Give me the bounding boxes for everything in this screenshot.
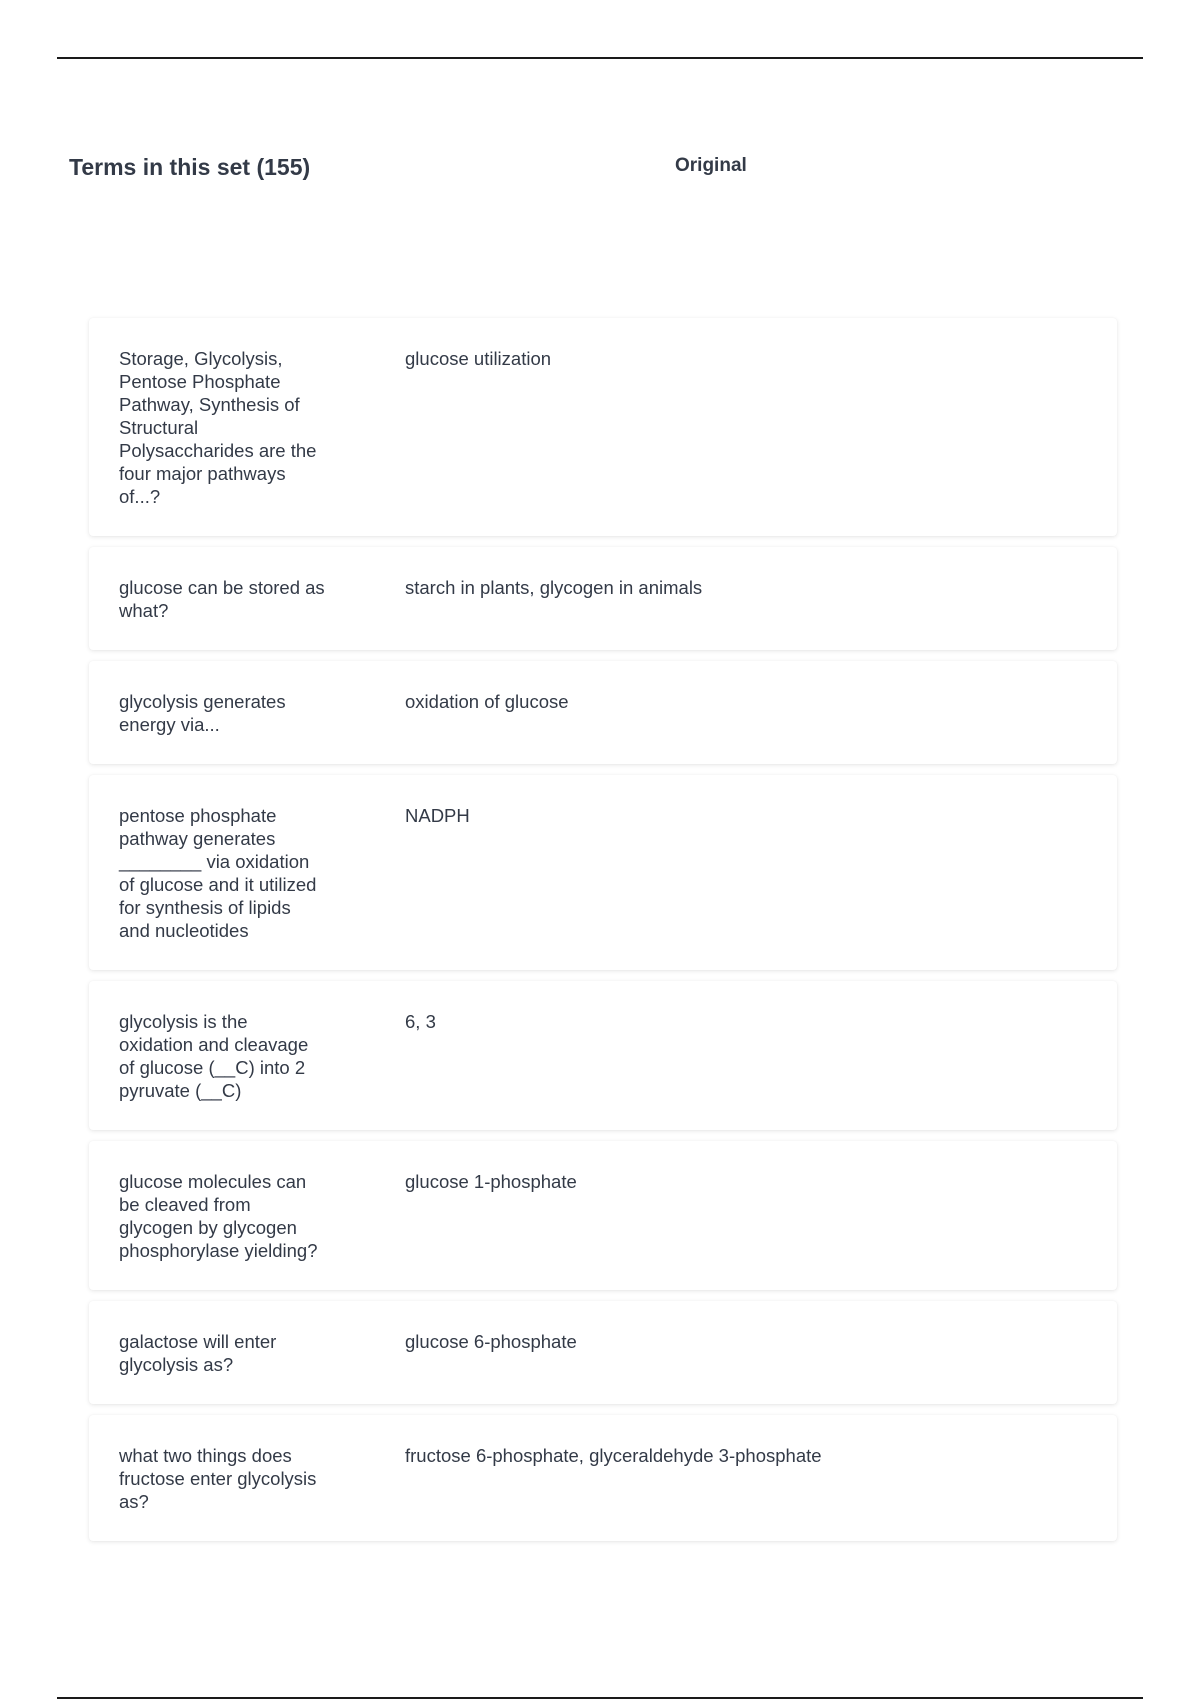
- term-text: glycolysis is the oxidation and cleavage of glucose (__C) into 2 pyruvate (__C): [119, 1011, 309, 1101]
- definition-text: NADPH: [405, 805, 470, 826]
- term-text: glucose molecules can be cleaved from glycogen by glycogen phosphorylase yielding?: [119, 1171, 318, 1261]
- term-text: glycolysis generates energy via...: [119, 691, 286, 735]
- bottom-divider: [57, 1697, 1143, 1699]
- term-list: [89, 318, 1117, 1552]
- term-card: [89, 547, 1117, 650]
- definition-text: glucose utilization: [405, 348, 552, 369]
- term-card: [89, 318, 1117, 536]
- definition-text: oxidation of glucose: [405, 691, 569, 712]
- term-card: [89, 775, 1117, 970]
- term-text: what two things does fructose enter glycolysis as?: [119, 1445, 317, 1512]
- sort-order-label[interactable]: Original: [675, 155, 747, 176]
- definition-text: fructose 6-phosphate, glyceraldehyde 3-phosphate: [405, 1445, 822, 1466]
- term-card: [89, 661, 1117, 764]
- term-text: pentose phosphate pathway generates ________ via oxidation of glucose and it utilized for synthesis of lipids and nucleotides: [119, 805, 317, 941]
- set-terms-heading: Terms in this set (155): [69, 154, 311, 180]
- top-divider: [57, 57, 1143, 59]
- definition-text: 6, 3: [405, 1011, 436, 1032]
- term-text: Storage, Glycolysis, Pentose Phosphate Pathway, Synthesis of Structural Polysaccharides are the four major pathways of...?: [119, 348, 317, 507]
- term-text: glucose can be stored as what?: [119, 577, 325, 621]
- definition-text: glucose 1-phosphate: [405, 1171, 577, 1192]
- term-card: [89, 1415, 1117, 1541]
- term-card: [89, 981, 1117, 1130]
- term-card: [89, 1301, 1117, 1404]
- definition-text: starch in plants, glycogen in animals: [405, 577, 703, 598]
- term-card: [89, 1141, 1117, 1290]
- term-text: galactose will enter glycolysis as?: [119, 1331, 277, 1375]
- definition-text: glucose 6-phosphate: [405, 1331, 577, 1352]
